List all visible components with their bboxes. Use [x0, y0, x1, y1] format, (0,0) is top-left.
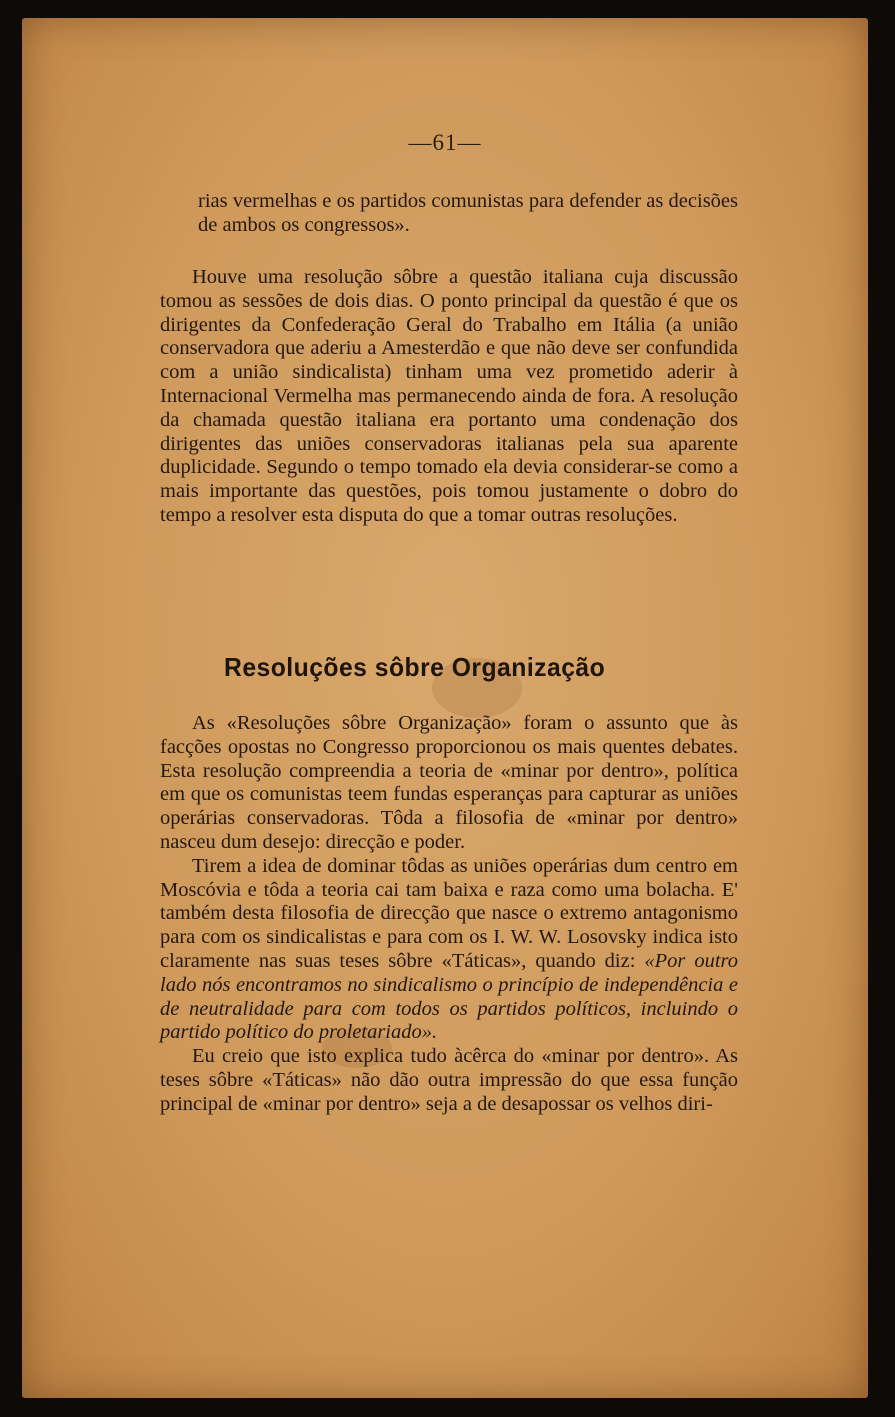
- paragraph-moscow: [160, 855, 738, 1045]
- continuation-text: [160, 190, 738, 238]
- paragraph-minar: Eu creio que isto explica tudo àcêrca do «minar por dentro». As teses sôbre «Táticas» não dão outra impressão do que essa função principal de «minar por dentro» seja a de desapossar os velhos diri-: [160, 1045, 738, 1115]
- paragraph-italian-question: Houve uma resolução sôbre a questão italiana cuja discussão tomou as sessões de dois dias. O ponto principal da questão é que os dirigentes da Confederação Geral do Trabalho em Itália (a união conservadora que aderiu a Amesterdão e que não deve ser confundida com a união sindicalista) tinham uma vez prometido aderir à Internacional Vermelha mas permanecendo ainda de fora. A resolução da chamada questão italiana era portanto uma condenação dos dirigentes das uniões conservadoras italianas pela sua aparente duplicidade. Segundo o tempo tomado ela devia considerar-se como a mais importante das questões, pois tomou justamente o dobro do tempo a resolver esta disputa do que a tomar outras resoluções.: [160, 266, 738, 526]
- paragraph-organization: As «Resoluções sôbre Organização» foram o assunto que às facções opostas no Congresso proporcionou os mais quentes debates. Esta resolução compreendia a teoria de «minar por dentro», política em que os comunistas teem fundas esperanças para capturar as uniões operárias conservadoras. Tôda a filosofia de «minar por dentro» nasceu dum desejo: direcção e poder.: [160, 712, 738, 853]
- section-heading: Resoluções sôbre Organização: [224, 652, 606, 682]
- organization-text: [160, 712, 738, 1117]
- page-number: —61—: [408, 130, 482, 155]
- paragraph-moscow-quote: «Por outro lado nós encontramos no sindicalismo o princípio de independência e de neutralidade para com todos os partidos políticos, incluindo o partido político do proletariado».: [160, 949, 738, 1044]
- paragraph-moscow-plain: Tirem a idea de dominar tôdas as uniões operárias dum centro em Moscóvia e tôda a teoria cai tam baixa e raza como uma bolacha. E' também desta filosofia de direcção que nasce o extremo antagonismo para com os sindicalistas e para com os I. W. W. Losovsky indica isto claramente nas suas teses sôbre «Táticas», quando diz:: [160, 854, 738, 972]
- section-text: [160, 266, 738, 528]
- continuation-paragraph: rias vermelhas e os partidos comunistas para defender as decisões de ambos os congressos».: [198, 190, 738, 236]
- book-page: [22, 18, 868, 1398]
